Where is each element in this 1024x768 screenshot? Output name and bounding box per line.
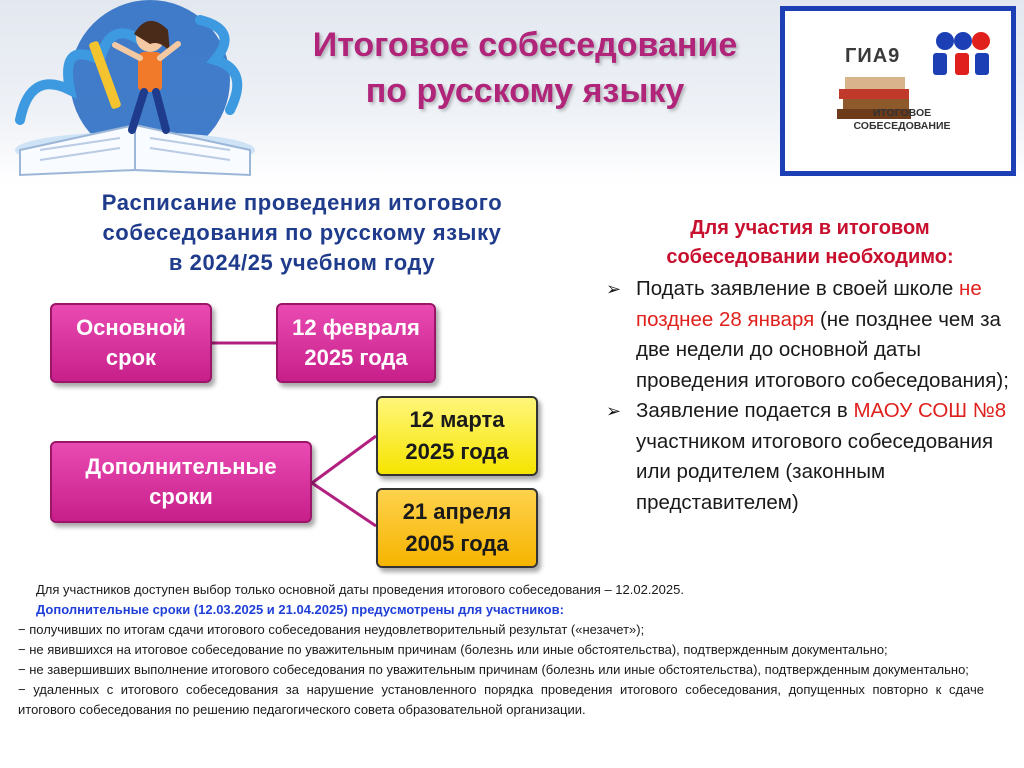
notes-item: − не явившихся на итоговое собеседование по уважительным причинам (болезнь или иные обстоятельства), подтвержденным документально; xyxy=(18,642,888,657)
additional-date-box-2: 21 апреля 2005 года xyxy=(376,488,538,568)
arrow-bullet-icon: ➢ xyxy=(606,279,622,299)
gia9-logo xyxy=(780,6,1016,176)
requirements-list xyxy=(606,274,1018,518)
main-term-box: Основной срок xyxy=(50,303,212,383)
list-item: ➢ Подать заявление в своей школе не позднее 28 января (не позднее чем за две недели до основной даты проведения итогового собеседования); xyxy=(606,274,1018,396)
list-item: ➢ Заявление подается в МАОУ СОШ №8 участником итогового собеседования или родителем (законным представителем) xyxy=(606,396,1018,518)
additional-terms-box: Дополнительные сроки xyxy=(50,441,312,523)
additional-date-box-1: 12 марта 2025 года xyxy=(376,396,538,476)
arrow-bullet-icon: ➢ xyxy=(606,401,622,421)
deadline-highlight: не позднее 28 января xyxy=(636,277,982,331)
requirements-title: Для участия в итоговом собеседовании необходимо: xyxy=(666,217,954,268)
page-title: Итоговое собеседование по русскому языку xyxy=(312,26,738,110)
notes-line: Для участников доступен выбор только основной даты проведения итогового собеседования – 12.02.2025. xyxy=(36,582,684,597)
logo-gia-text: ГИА9 xyxy=(845,45,901,67)
footnotes xyxy=(18,580,984,720)
schedule-title: Расписание проведения итогового собеседования по русскому языку в 2024/25 учебном году xyxy=(101,190,503,275)
notes-item: − удаленных с итогового собеседования за нарушение установленного порядка проведения итогового собеседования, допущенных повторно к сдаче итогового собеседования по решению педагогического совета образовательной организации. xyxy=(18,682,984,717)
notes-item: − получивших по итогам сдачи итогового собеседования неудовлетворительный результат («незачет»); xyxy=(18,622,645,637)
school-highlight: МАОУ СОШ №8 xyxy=(853,399,1007,422)
notes-additional-heading: Дополнительные сроки (12.03.2025 и 21.04.2025) предусмотрены для участников: xyxy=(36,602,564,617)
girl-reading-illustration xyxy=(0,0,270,185)
logo-graphic xyxy=(785,11,1011,171)
notes-item: − не завершивших выполнение итогового собеседования по уважительным причинам (болезнь или иные обстоятельства), подтвержденным документально; xyxy=(18,662,969,677)
logo-caption: ИТОГОВОЕ СОБЕСЕДОВАНИЕ xyxy=(853,107,951,132)
main-date-box: 12 февраля 2025 года xyxy=(276,303,436,383)
